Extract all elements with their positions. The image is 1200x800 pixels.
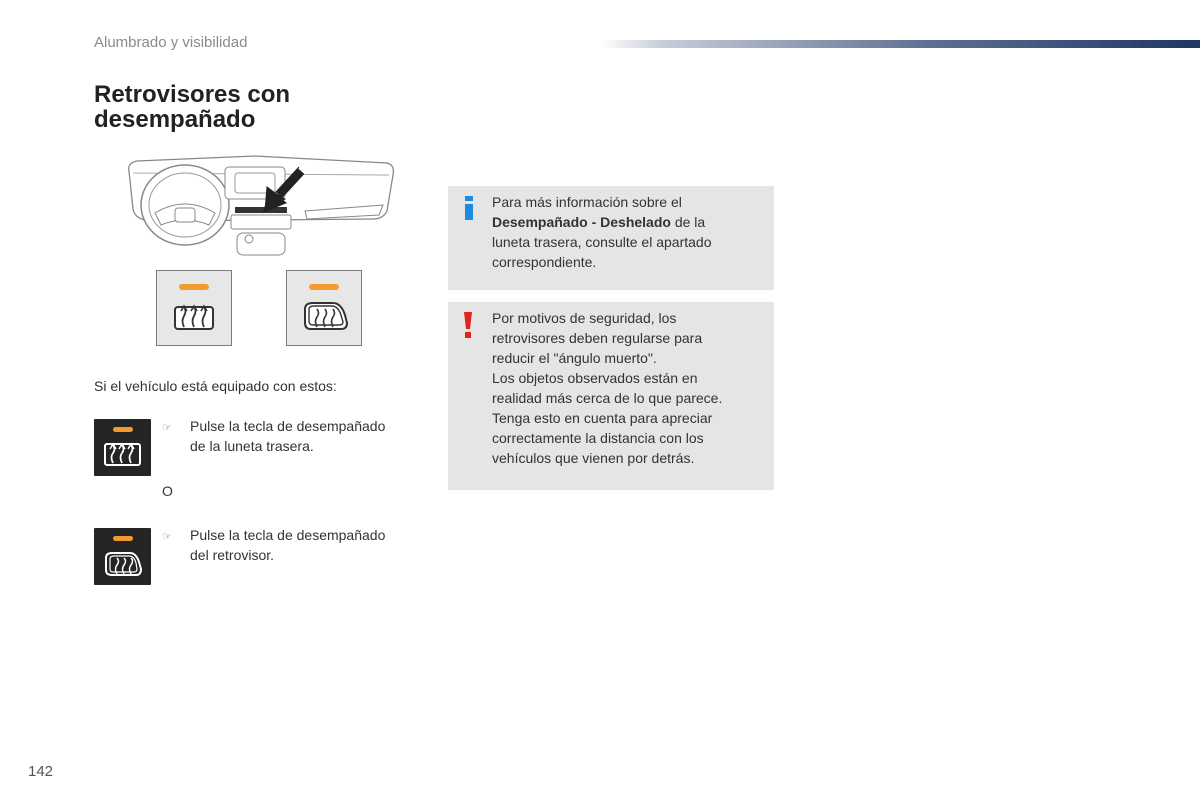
page-number: 142 <box>28 763 54 780</box>
mirror-defrost-key-icon <box>94 528 151 585</box>
warning-note-line: retrovisores deben regularse para <box>492 330 703 346</box>
warning-note-line: Los objetos observados están en <box>492 370 698 386</box>
mirror-defrost-panel <box>286 270 362 346</box>
warning-note-line: reducir el "ángulo muerto". <box>492 350 657 366</box>
info-note-line-2: Desempañado - Deshelado de la <box>492 214 706 230</box>
or-label: O <box>162 483 173 499</box>
warning-note-line: vehículos que vienen por detrás. <box>492 450 695 466</box>
pointing-hand-icon: ☞ <box>162 422 172 434</box>
dashboard-illustration <box>125 153 397 265</box>
rear-window-defrost-panel <box>156 270 232 346</box>
info-icon <box>464 196 474 220</box>
info-note-line-1: Para más información sobre el <box>492 194 682 210</box>
rear-window-defrost-icon <box>157 271 231 345</box>
page-title: Retrovisores con desempañado <box>94 81 291 133</box>
info-note-line-3: luneta trasera, consulte el apartado <box>492 234 712 250</box>
step-2-text: Pulse la tecla de desempañado del retrovisor. <box>190 527 386 563</box>
warning-icon <box>462 312 474 338</box>
warning-note-line: correctamente la distancia con los <box>492 430 704 446</box>
rear-window-defrost-key <box>94 419 151 476</box>
rear-window-defrost-key-icon <box>94 419 151 476</box>
step-1 <box>162 416 172 438</box>
warning-note-line: realidad más cerca de lo que parece. <box>492 390 723 406</box>
warning-note-line: Por motivos de seguridad, los <box>492 310 677 326</box>
header-gradient-bar <box>600 40 1200 48</box>
info-note <box>448 186 774 290</box>
warning-note-line: Tenga esto en cuenta para apreciar <box>492 410 713 426</box>
intro-text: Si el vehículo está equipado con estos: <box>94 378 337 394</box>
warning-note <box>448 302 774 490</box>
section-header: Alumbrado y visibilidad <box>94 34 248 51</box>
mirror-defrost-icon <box>287 271 361 345</box>
step-1-text: Pulse la tecla de desempañado de la luneta trasera. <box>190 418 386 454</box>
mirror-defrost-key <box>94 528 151 585</box>
pointing-hand-icon: ☞ <box>162 531 172 543</box>
info-note-line-4: correspondiente. <box>492 254 597 270</box>
step-2 <box>162 525 172 547</box>
